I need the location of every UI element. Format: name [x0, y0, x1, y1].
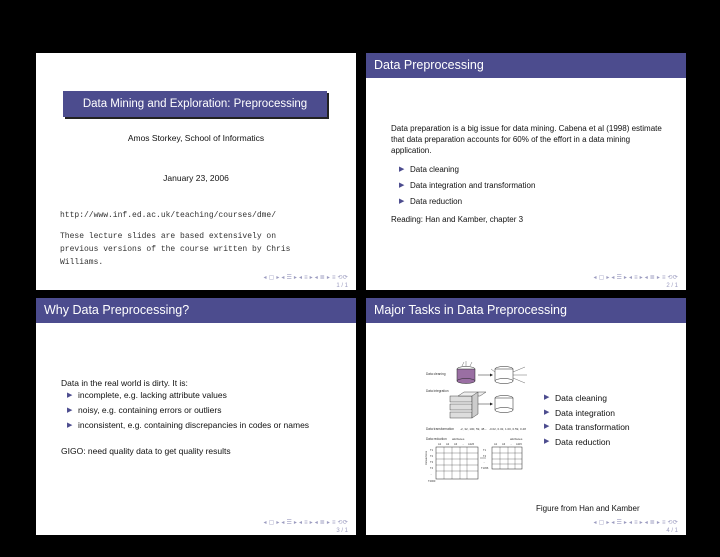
figure-label-transactions: transactions: [425, 451, 428, 465]
bullet-text: incomplete, e.g. lacking attribute values: [78, 390, 227, 400]
list-item: [67, 405, 322, 416]
attr-col: A126: [468, 443, 475, 446]
row-label-reduced: T1456: [481, 467, 489, 470]
slide-major-tasks: [366, 298, 686, 535]
bullet-text: Data cleaning: [410, 165, 459, 174]
figure-caption: Figure from Han and Kamber: [536, 504, 640, 513]
dirty-db-base: [457, 379, 475, 384]
bullet-triangle-icon: ▶: [67, 392, 73, 399]
bullet-text: inconsistent, e.g. containing discrepancies in codes or names: [78, 420, 310, 430]
cube-side: [472, 392, 478, 418]
beamer-navigation[interactable]: ◂ ▢ ▸ ◂ ☰ ▸ ◂ ≡ ▸ ◂ ≣ ▸ ≡ ⟲⟳: [263, 520, 348, 526]
beamer-navigation[interactable]: ◂ ▢ ▸ ◂ ☰ ▸ ◂ ≡ ▸ ◂ ≣ ▸ ≡ ⟲⟳: [263, 275, 348, 281]
bullet-text: Data transformation: [555, 422, 630, 432]
row-label: T2: [430, 455, 434, 458]
bullet-triangle-icon: ▶: [399, 198, 405, 205]
transform-values: -2, 32, 100, 59, 48: [460, 427, 485, 431]
dirt-marks: [462, 361, 472, 366]
note-line: Williams.: [60, 258, 104, 267]
row-label-reduced: T4: [483, 455, 487, 458]
list-item: [399, 194, 535, 210]
bullet-triangle-icon: ▶: [544, 408, 550, 416]
bullet-triangle-icon: ▶: [544, 423, 550, 430]
beamer-navigation[interactable]: ◂ ▢ ▸ ◂ ☰ ▸ ◂ ≡ ▸ ◂ ≣ ▸ ≡ ⟲⟳: [593, 275, 678, 281]
attr-col-reduced: A1: [494, 443, 498, 446]
figure-label-attributes-reduced: attributes: [510, 437, 523, 441]
bullet-text: Data cleaning: [555, 393, 607, 403]
transform-arrow-icon: →: [484, 427, 487, 431]
row-label: T4: [430, 467, 434, 470]
beamer-navigation[interactable]: ◂ ▢ ▸ ◂ ☰ ▸ ◂ ≡ ▸ ◂ ≣ ▸ ≡ ⟲⟳: [593, 520, 678, 526]
bullet-text: noisy, e.g. containing errors or outliers: [78, 405, 222, 415]
figure-label-cleaning: Data cleaning: [426, 372, 446, 376]
source-c: [450, 412, 472, 418]
bullet-list: [399, 162, 535, 210]
date-line: January 23, 2006: [163, 173, 229, 183]
bullet-text: Data integration: [555, 407, 616, 418]
gigo-line: GIGO: need quality data to get quality results: [61, 446, 231, 456]
figure-label-integration: Data integration: [426, 389, 449, 393]
attr-col-reduced: A115: [516, 443, 522, 446]
slide-title: Data Preprocessing: [366, 53, 686, 78]
note-line: previous versions of the course written by Chris: [60, 245, 291, 254]
attr-col: A2: [446, 443, 450, 446]
row-label: T3: [430, 461, 434, 464]
list-item: [67, 420, 322, 431]
row-label: T1: [430, 449, 434, 452]
bullet-list: [544, 391, 630, 449]
row-label-reduced: T1: [483, 449, 487, 452]
list-item: [544, 420, 630, 435]
note-line: These lecture slides are based extensively on: [60, 232, 277, 241]
bullet-list: [67, 390, 322, 431]
slide-title: [36, 53, 356, 290]
list-item: [399, 178, 535, 194]
reduced-table-grid: [492, 447, 522, 469]
slide-title: Major Tasks in Data Preprocessing: [366, 298, 686, 323]
slide-title: Why Data Preprocessing?: [36, 298, 356, 323]
bullet-text: Data reduction: [555, 436, 611, 447]
author-line: Amos Storkey, School of Informatics: [127, 133, 265, 143]
list-item: [544, 406, 630, 421]
presentation-title: Data Mining and Exploration: Preprocessing: [63, 91, 327, 117]
full-table-grid: [436, 447, 478, 479]
bullet-triangle-icon: ▶: [544, 394, 550, 401]
figure-label-transformation: Data transformation: [426, 427, 454, 431]
reduced-table: [492, 447, 522, 469]
bullet-triangle-icon: ▶: [67, 422, 73, 429]
transform-result: -0.02, 0.32, 1.00, 0.59, 0.48: [489, 427, 526, 431]
source-b: [450, 404, 472, 410]
list-item: [544, 391, 630, 406]
lecture-note: [60, 230, 290, 269]
list-item: [399, 162, 535, 178]
list-item: [544, 435, 630, 450]
attr-col: A3: [454, 443, 458, 446]
preprocessing-figure: [424, 360, 540, 490]
figure-label-reduction: Data reduction: [426, 437, 447, 441]
bullet-triangle-icon: ▶: [399, 182, 405, 189]
intro-line: Data in the real world is dirty. It is:: [61, 378, 188, 388]
row-label: T2000: [428, 480, 436, 483]
intro-paragraph: Data preparation is a big issue for data mining. Cabena et al (1998) estimate that data preparation accounts for 60% of the effort in a data mining application.: [391, 124, 662, 155]
page-number: 4 / 1: [666, 528, 678, 534]
page-number: 2 / 1: [666, 283, 678, 289]
list-item: [67, 390, 322, 401]
slide-data-preprocessing: [366, 53, 686, 290]
attr-col-reduced: ...: [510, 443, 513, 446]
figure-label-attributes: attributes: [452, 437, 465, 441]
attr-col: A1: [438, 443, 442, 446]
row-labels: [428, 448, 489, 483]
bullet-text: Data reduction: [410, 197, 463, 206]
bullet-triangle-icon: ▶: [399, 166, 405, 173]
attr-col: ...: [462, 443, 465, 446]
page-number: 3 / 1: [336, 528, 348, 534]
page-number: 1 / 1: [336, 283, 348, 289]
arrow-head: [490, 403, 493, 406]
row-label: ...: [430, 473, 433, 476]
arrow-head: [490, 374, 493, 377]
integrated-db-base: [495, 408, 513, 413]
full-table: [436, 447, 478, 479]
bullet-triangle-icon: ▶: [67, 407, 73, 414]
attr-header-row: [438, 442, 522, 446]
attr-col-reduced: A3: [502, 443, 506, 446]
course-url[interactable]: http://www.inf.ed.ac.uk/teaching/courses/dme/: [60, 211, 277, 220]
bullet-text: Data integration and transformation: [410, 181, 536, 190]
bullet-triangle-icon: ▶: [544, 437, 550, 445]
slide-why-preprocessing: [36, 298, 356, 535]
cube-top: [458, 392, 486, 396]
clean-db-base: [495, 379, 513, 384]
row-label-reduced: ...: [483, 461, 486, 464]
source-a: [450, 396, 472, 402]
reading-reference: Reading: Han and Kamber, chapter 3: [391, 215, 524, 224]
